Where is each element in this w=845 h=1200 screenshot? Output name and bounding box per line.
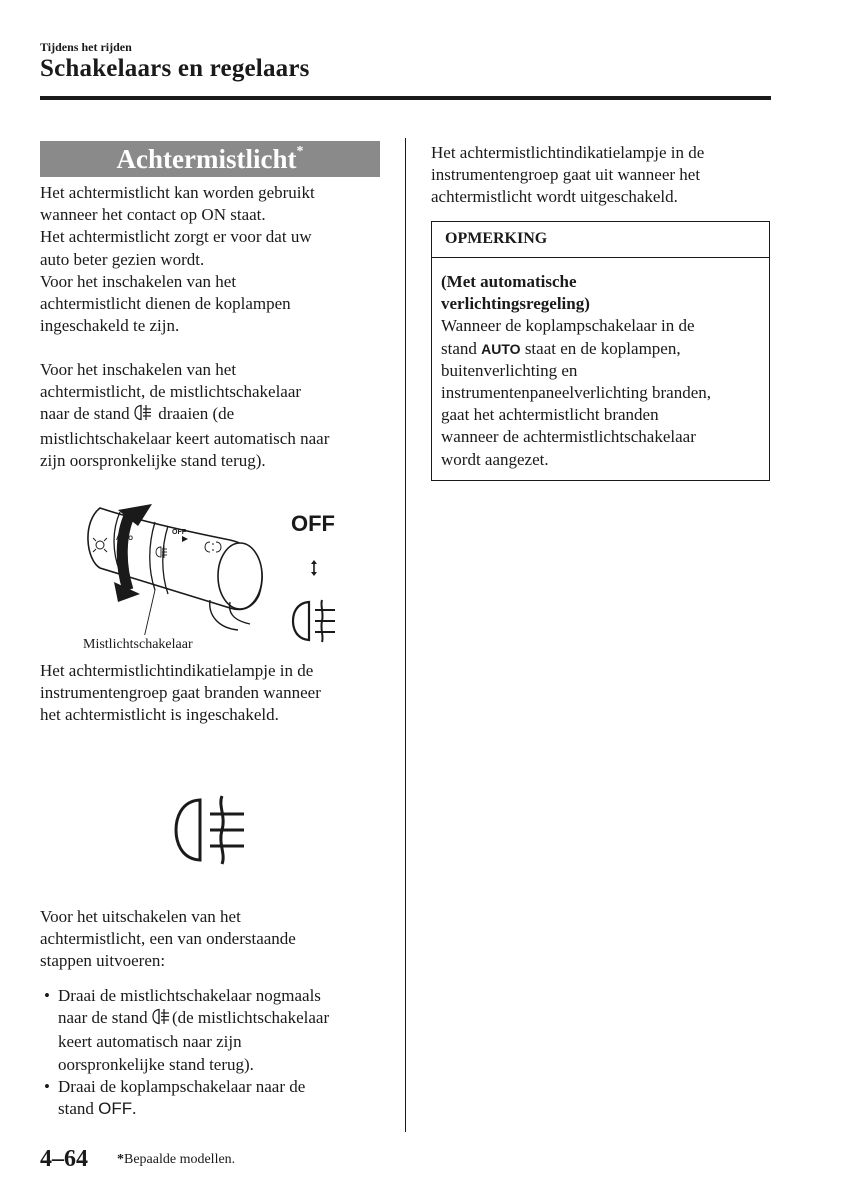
off-label: OFF: [291, 511, 335, 536]
list-item: [40, 985, 395, 1076]
text-fragment: .: [132, 1099, 137, 1119]
auto-position-label: AUTO: [481, 340, 521, 357]
text-line: Wanneer de koplampschakelaar in de: [441, 316, 695, 336]
text-line: mistlichtschakelaar keert automatisch naar: [40, 428, 330, 448]
text-fragment: naar de stand: [40, 404, 130, 424]
text-line: instrumentengroep gaat uit wanneer het: [431, 165, 701, 185]
heading-rule: [40, 96, 771, 100]
text-line: achtermistlicht wordt uitgeschakeld.: [431, 187, 678, 207]
text-line: instrumentenpaneelverlichting branden,: [441, 383, 712, 403]
text-line: ingeschakeld te zijn.: [40, 316, 180, 336]
text-line: [441, 338, 767, 360]
title-footnote-mark: *: [296, 144, 304, 159]
text-line: Voor het inschakelen van het: [40, 271, 237, 291]
text-line: [58, 1098, 395, 1120]
text-line: [58, 1007, 395, 1031]
text-line: achtermistlicht, de mistlichtschakelaar: [40, 382, 302, 402]
text-fragment: staat en de koplampen,: [524, 338, 681, 358]
footnote-mark: *: [117, 1152, 124, 1167]
note-box: [431, 221, 770, 481]
text-line: instrumentengroep gaat branden wanneer: [40, 683, 321, 703]
off-position-label: OFF: [98, 1099, 133, 1119]
fog-lamp-icon: [134, 404, 154, 427]
fog-lamp-icon: [290, 598, 340, 644]
lever-auto-mark: AUTO: [116, 536, 133, 542]
text-line: wanneer het contact op ON staat.: [40, 205, 266, 225]
text-line: Draai de mistlichtschakelaar nogmaals: [58, 986, 321, 1005]
rear-fog-indicator-icon: [168, 792, 252, 868]
section-label: Tijdens het rijden: [40, 40, 132, 54]
text-line: Het achtermistlicht kan worden gebruikt: [40, 183, 315, 202]
text-line: gaat het achtermistlicht branden: [441, 405, 659, 425]
footnote: [117, 1152, 235, 1168]
text-line: Het achtermistlichtindikatielampje in de: [40, 661, 314, 680]
page-title: Schakelaars en regelaars: [40, 55, 310, 82]
list-item: [40, 1076, 395, 1120]
text-line: wanneer de achtermistlichtschakelaar: [441, 427, 696, 447]
text-line: [40, 403, 390, 427]
bullet-dot: •: [44, 986, 50, 1005]
article-title-bar: [40, 141, 380, 177]
switch-on-paragraph: [40, 359, 390, 472]
intro-paragraph: [40, 182, 390, 337]
note-header: [432, 222, 769, 258]
fog-lamp-icon: [152, 1008, 172, 1031]
text-line: keert automatisch naar zijn: [58, 1032, 242, 1052]
text-fragment: stand: [441, 338, 477, 358]
text-line: buitenverlichting en: [441, 360, 578, 380]
fog-switch-illustration: [60, 490, 275, 635]
text-line: Voor het inschakelen van het: [40, 360, 237, 379]
text-fragment: draaien (de: [158, 404, 235, 424]
text-line: Het achtermistlicht zorgt er voor dat uw: [40, 227, 312, 247]
figure-caption: Mistlichtschakelaar: [83, 637, 193, 652]
footnote-text: Bepaalde modellen.: [124, 1152, 236, 1167]
text-fragment: (de mistlichtschakelaar: [171, 1008, 330, 1028]
column-divider: [405, 138, 406, 1132]
text-fragment: stand: [58, 1099, 94, 1119]
note-subheading: (Met automatische: [441, 272, 577, 291]
page-number: 4–64: [40, 1146, 88, 1172]
indicator-on-paragraph: [40, 660, 390, 727]
text-line: Voor het uitschakelen van het: [40, 907, 241, 926]
switch-off-steps: [40, 985, 395, 1120]
up-down-arrow-icon: [306, 558, 322, 578]
lever-off-mark: OFF: [172, 529, 186, 536]
bullet-dot: •: [44, 1076, 50, 1096]
note-title: OPMERKING: [445, 230, 548, 247]
text-line: achtermistlicht dienen de koplampen: [40, 294, 291, 314]
text-line: het achtermistlicht is ingeschakeld.: [40, 705, 279, 725]
text-fragment: naar de stand: [58, 1008, 148, 1028]
text-line: Draai de koplampschakelaar naar de: [58, 1076, 306, 1096]
article-title: Achtermistlicht: [116, 144, 297, 174]
indicator-off-paragraph: [431, 142, 771, 209]
text-line: zijn oorspronkelijke stand terug).: [40, 450, 266, 470]
text-line: oorspronkelijke stand terug).: [58, 1054, 254, 1074]
switch-off-paragraph: [40, 906, 390, 973]
note-subheading: verlichtingsregeling): [441, 294, 590, 314]
text-line: achtermistlicht, een van onderstaande: [40, 929, 296, 949]
text-line: auto beter gezien wordt.: [40, 249, 205, 269]
note-body: [441, 271, 767, 471]
text-line: stappen uitvoeren:: [40, 951, 166, 971]
text-line: Het achtermistlichtindikatielampje in de: [431, 143, 705, 162]
text-line: wordt aangezet.: [441, 449, 549, 469]
